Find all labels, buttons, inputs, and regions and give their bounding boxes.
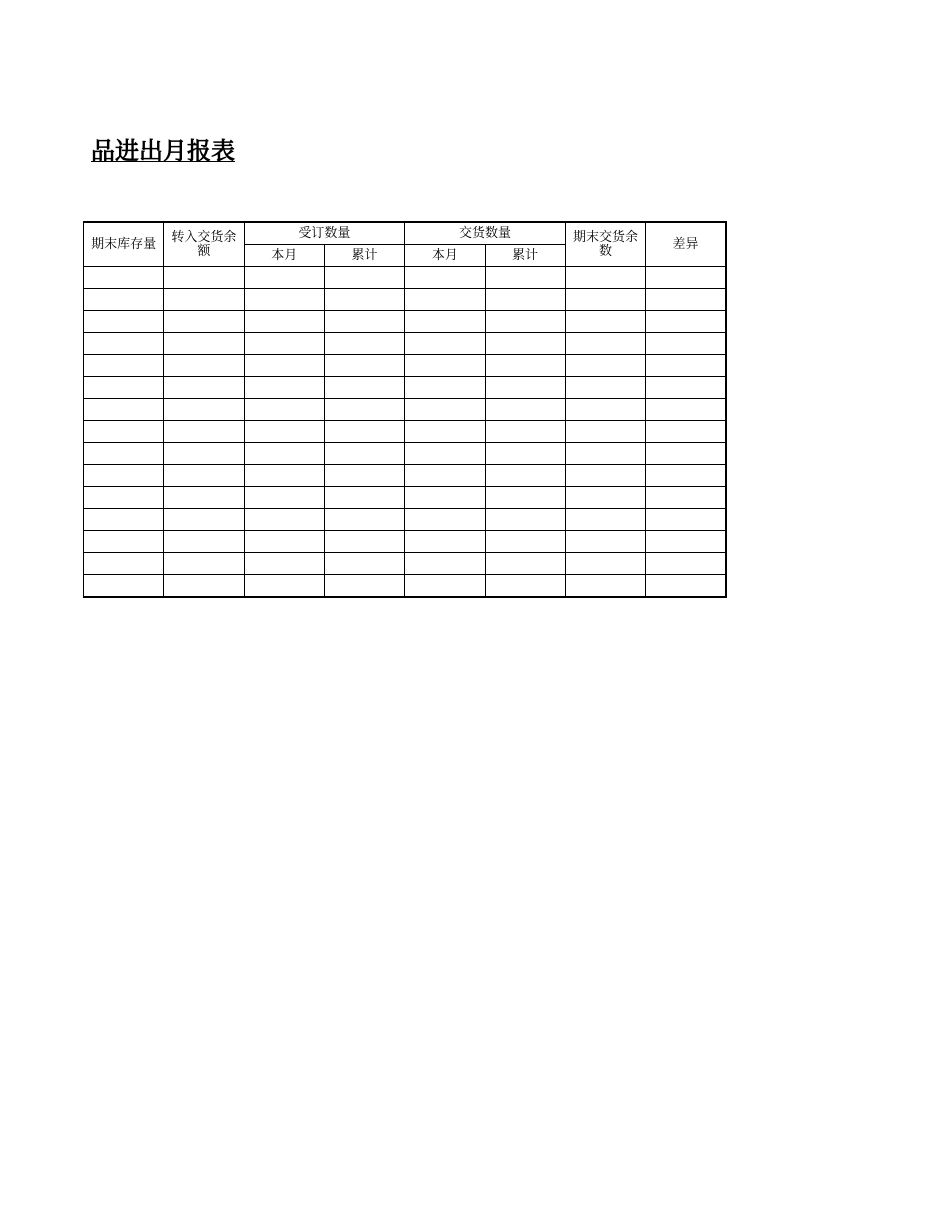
table-row: [84, 553, 727, 575]
table-cell[interactable]: [646, 421, 726, 443]
table-cell[interactable]: [485, 377, 565, 399]
table-cell[interactable]: [405, 311, 485, 333]
table-cell[interactable]: [324, 399, 404, 421]
table-cell[interactable]: [324, 443, 404, 465]
table-cell[interactable]: [244, 487, 324, 509]
table-cell[interactable]: [485, 465, 565, 487]
table-cell[interactable]: [164, 399, 244, 421]
report-table: [83, 221, 727, 598]
table-row: [84, 421, 727, 443]
table-cell[interactable]: [84, 311, 164, 333]
header-ordered-month: 本月: [244, 245, 324, 267]
table-row: [84, 487, 727, 509]
table-cell[interactable]: [646, 487, 726, 509]
table-cell[interactable]: [164, 311, 244, 333]
table-cell[interactable]: [485, 311, 565, 333]
table-cell[interactable]: [646, 531, 726, 553]
table-cell[interactable]: [244, 399, 324, 421]
table-cell[interactable]: [84, 487, 164, 509]
table-cell[interactable]: [324, 487, 404, 509]
table-cell[interactable]: [565, 355, 645, 377]
table-cell[interactable]: [565, 421, 645, 443]
table-cell[interactable]: [324, 509, 404, 531]
table-cell[interactable]: [646, 377, 726, 399]
table-cell[interactable]: [84, 575, 164, 598]
table-cell[interactable]: [244, 509, 324, 531]
table-cell[interactable]: [84, 333, 164, 355]
table-cell[interactable]: [565, 399, 645, 421]
table-cell[interactable]: [244, 311, 324, 333]
table-cell[interactable]: [324, 575, 404, 598]
table-cell[interactable]: [405, 487, 485, 509]
table-cell[interactable]: [646, 399, 726, 421]
table-row: [84, 377, 727, 399]
table-cell[interactable]: [84, 289, 164, 311]
table-cell[interactable]: [646, 465, 726, 487]
table-row: [84, 311, 727, 333]
table-cell[interactable]: [164, 333, 244, 355]
table-cell[interactable]: [565, 311, 645, 333]
table-cell[interactable]: [324, 355, 404, 377]
table-cell[interactable]: [164, 509, 244, 531]
table-cell[interactable]: [646, 509, 726, 531]
table-cell[interactable]: [485, 421, 565, 443]
table-cell[interactable]: [565, 487, 645, 509]
header-ending-stock: 期末库存量: [84, 222, 164, 267]
table-cell[interactable]: [164, 421, 244, 443]
table-cell[interactable]: [324, 311, 404, 333]
table-cell[interactable]: [84, 531, 164, 553]
table-cell[interactable]: [244, 377, 324, 399]
table-cell[interactable]: [485, 509, 565, 531]
header-ordered-quantity: 受订数量: [244, 222, 405, 245]
header-difference: 差异: [646, 222, 726, 267]
table-row: [84, 443, 727, 465]
table-cell[interactable]: [405, 421, 485, 443]
table-cell[interactable]: [324, 465, 404, 487]
table-cell[interactable]: [646, 553, 726, 575]
table-cell[interactable]: [244, 553, 324, 575]
table-cell[interactable]: [485, 531, 565, 553]
table-cell[interactable]: [646, 267, 726, 289]
table-cell[interactable]: [84, 355, 164, 377]
table-cell[interactable]: [324, 531, 404, 553]
table-cell[interactable]: [164, 465, 244, 487]
table-cell[interactable]: [405, 289, 485, 311]
table-cell[interactable]: [84, 377, 164, 399]
table-cell[interactable]: [84, 443, 164, 465]
table-cell[interactable]: [405, 399, 485, 421]
table-cell[interactable]: [244, 531, 324, 553]
table-row: [84, 509, 727, 531]
table-cell[interactable]: [565, 509, 645, 531]
table-row: [84, 355, 727, 377]
table-cell[interactable]: [646, 289, 726, 311]
table-cell[interactable]: [405, 333, 485, 355]
table-cell[interactable]: [565, 465, 645, 487]
header-ordered-cumulative: 累计: [324, 245, 404, 267]
table-cell[interactable]: [405, 575, 485, 598]
table-cell[interactable]: [565, 531, 645, 553]
table-cell[interactable]: [405, 377, 485, 399]
table-cell[interactable]: [565, 289, 645, 311]
table-cell[interactable]: [164, 289, 244, 311]
table-cell[interactable]: [485, 487, 565, 509]
table-cell[interactable]: [405, 531, 485, 553]
table-row: [84, 575, 727, 598]
table-row: [84, 531, 727, 553]
table-cell[interactable]: [324, 421, 404, 443]
header-delivered-quantity: 交货数量: [405, 222, 566, 245]
table-row: [84, 289, 727, 311]
table-cell[interactable]: [84, 465, 164, 487]
page-title: 品进出月报表: [91, 137, 235, 165]
table-cell[interactable]: [646, 311, 726, 333]
table-cell[interactable]: [405, 509, 485, 531]
table-cell[interactable]: [324, 289, 404, 311]
table-cell[interactable]: [244, 465, 324, 487]
table-cell[interactable]: [485, 289, 565, 311]
table-cell[interactable]: [244, 289, 324, 311]
table-cell[interactable]: [164, 575, 244, 598]
table-cell[interactable]: [565, 377, 645, 399]
table-cell[interactable]: [405, 267, 485, 289]
table-cell[interactable]: [244, 443, 324, 465]
title-area: [83, 134, 283, 174]
table-cell[interactable]: [646, 443, 726, 465]
table-cell[interactable]: [485, 267, 565, 289]
table-cell[interactable]: [244, 575, 324, 598]
table-cell[interactable]: [164, 487, 244, 509]
table-cell[interactable]: [324, 267, 404, 289]
header-ending-delivery-remainder: 期末交货余数: [565, 222, 645, 267]
table-cell[interactable]: [164, 553, 244, 575]
table-cell[interactable]: [405, 355, 485, 377]
table-cell[interactable]: [324, 377, 404, 399]
table-cell[interactable]: [565, 267, 645, 289]
table-cell[interactable]: [164, 531, 244, 553]
table-cell[interactable]: [244, 421, 324, 443]
table-cell[interactable]: [324, 553, 404, 575]
table-cell[interactable]: [84, 553, 164, 575]
table-cell[interactable]: [244, 333, 324, 355]
table-row: [84, 465, 727, 487]
header-delivered-month: 本月: [405, 245, 485, 267]
table-cell[interactable]: [646, 575, 726, 598]
table-cell[interactable]: [164, 267, 244, 289]
table-cell[interactable]: [565, 553, 645, 575]
header-delivered-cumulative: 累计: [485, 245, 565, 267]
table-cell[interactable]: [565, 443, 645, 465]
table-cell[interactable]: [84, 509, 164, 531]
table-cell[interactable]: [485, 553, 565, 575]
table-cell[interactable]: [485, 399, 565, 421]
table-cell[interactable]: [646, 333, 726, 355]
table-cell[interactable]: [646, 355, 726, 377]
table-cell[interactable]: [84, 267, 164, 289]
table-cell[interactable]: [164, 355, 244, 377]
table-row: [84, 399, 727, 421]
table-cell[interactable]: [405, 443, 485, 465]
table-cell[interactable]: [244, 355, 324, 377]
table-cell[interactable]: [324, 333, 404, 355]
header-transferred-balance: 转入交货余额: [164, 222, 244, 267]
table-cell[interactable]: [164, 443, 244, 465]
table-cell[interactable]: [84, 421, 164, 443]
table-cell[interactable]: [164, 377, 244, 399]
table-cell[interactable]: [565, 575, 645, 598]
table-row: [84, 333, 727, 355]
table-cell[interactable]: [565, 333, 645, 355]
table-cell[interactable]: [244, 267, 324, 289]
table-row: [84, 267, 727, 289]
table-cell[interactable]: [485, 355, 565, 377]
table-cell[interactable]: [84, 399, 164, 421]
table-cell[interactable]: [485, 333, 565, 355]
table-cell[interactable]: [485, 443, 565, 465]
table-body: [84, 267, 727, 598]
table-cell[interactable]: [405, 465, 485, 487]
table-cell[interactable]: [485, 575, 565, 598]
table-cell[interactable]: [405, 553, 485, 575]
